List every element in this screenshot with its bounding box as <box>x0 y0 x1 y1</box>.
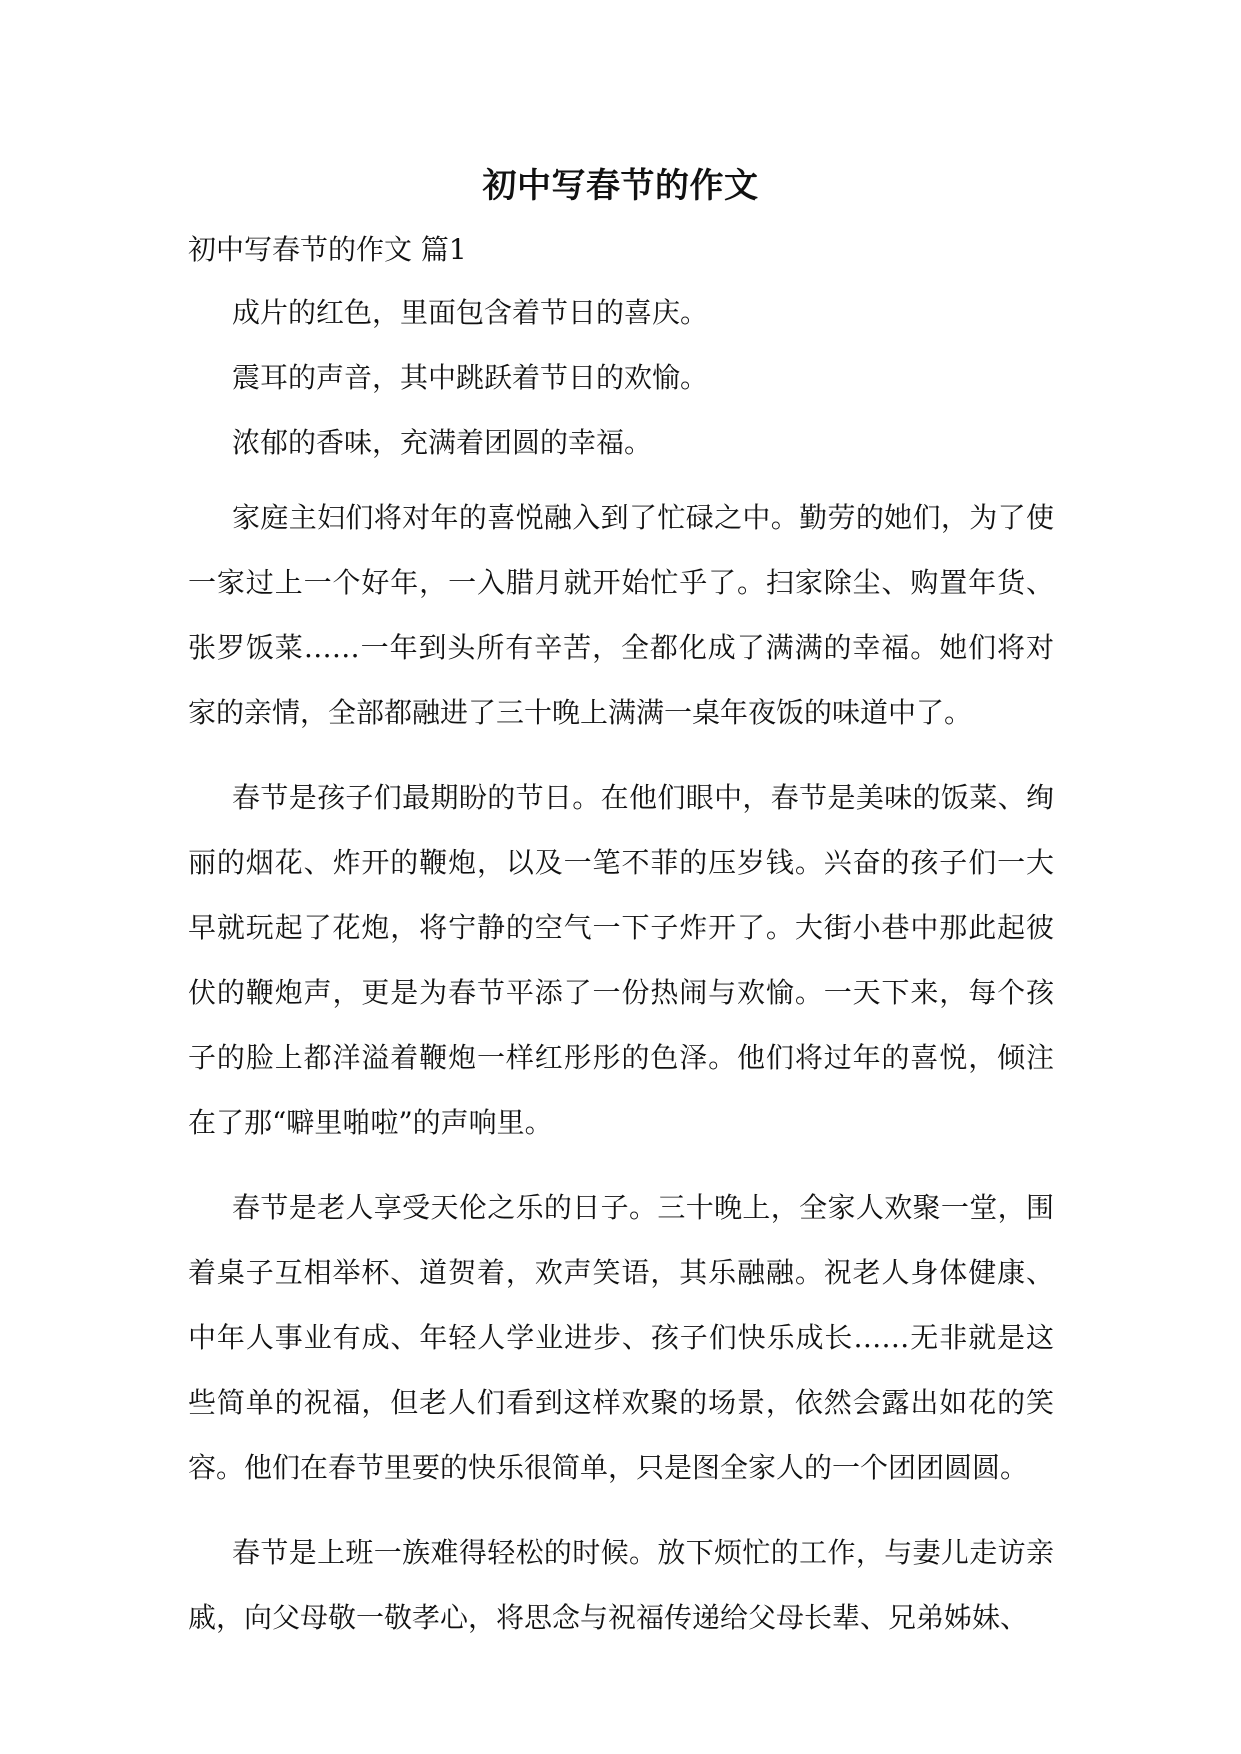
paragraph: 浓郁的香味，充满着团圆的幸福。 <box>232 426 653 459</box>
essay-subtitle: 初中写春节的作文 篇1 <box>188 233 467 266</box>
paragraph: 成片的红色，里面包含着节日的喜庆。 <box>232 296 709 329</box>
paragraph: 春节是老人享受天伦之乐的日子。三十晚上，全家人欢聚一堂，围着桌子互相举杯、道贺着，欢声笑语，其乐融融。祝老人身体健康、中年人事业有成、年轻人学业进步、孩子们快乐成长……无非就是这些简单的祝福，但老人们看到这样欢聚的场景，依然会露出如花的笑容。他们在春节里要的快乐很简单，只是图全家人的一个团团圆圆。 <box>188 1191 1054 1484</box>
document-title: 初中写春节的作文 <box>482 166 759 206</box>
essay-body <box>188 290 1054 1670</box>
paragraph: 震耳的声音，其中跳跃着节日的欢愉。 <box>232 361 709 394</box>
paragraph: 春节是上班一族难得轻松的时候。放下烦忙的工作，与妻儿走访亲戚，向父母敬一敬孝心，将思念与祝福传递给父母长辈、兄弟姊妹、 <box>188 1536 1054 1634</box>
paragraph: 家庭主妇们将对年的喜悦融入到了忙碌之中。勤劳的她们，为了使一家过上一个好年，一入腊月就开始忙乎了。扫家除尘、购置年货、张罗饭菜……一年到头所有辛苦，全都化成了满满的幸福。她们将对家的亲情，全部都融进了三十晚上满满一桌年夜饭的味道中了。 <box>188 501 1054 729</box>
paragraph: 春节是孩子们最期盼的节日。在他们眼中，春节是美味的饭菜、绚丽的烟花、炸开的鞭炮，以及一笔不菲的压岁钱。兴奋的孩子们一大早就玩起了花炮，将宁静的空气一下子炸开了。大街小巷中那此起彼伏的鞭炮声，更是为春节平添了一份热闹与欢愉。一天下来，每个孩子的脸上都洋溢着鞭炮一样红彤彤的色泽。他们将过年的喜悦，倾注在了那“噼里啪啦”的声响里。 <box>188 781 1054 1139</box>
